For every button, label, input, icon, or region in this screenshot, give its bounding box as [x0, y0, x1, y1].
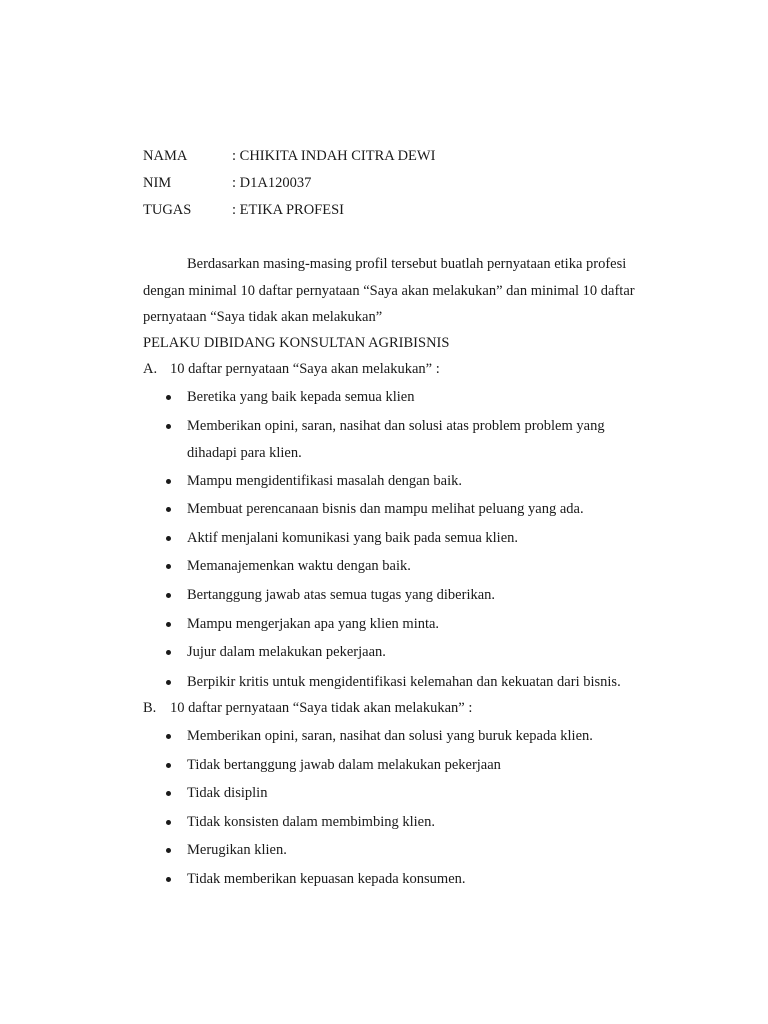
list-item: Memberikan opini, saran, nasihat dan solusi yang buruk kepada klien.	[187, 728, 593, 744]
section-a-title: 10 daftar pernyataan “Saya akan melakukan” :	[170, 361, 440, 377]
section-heading: PELAKU DIBIDANG KONSULTAN AGRIBISNIS	[143, 335, 450, 351]
bullet-icon	[166, 791, 171, 796]
section-b-title: 10 daftar pernyataan “Saya tidak akan melakukan” :	[170, 700, 473, 716]
bullet-icon	[166, 424, 171, 429]
bullet-icon	[166, 395, 171, 400]
section-b-letter: B.	[143, 700, 157, 716]
list-item: Beretika yang baik kepada semua klien	[187, 389, 415, 405]
bullet-icon	[166, 820, 171, 825]
list-item: Aktif menjalani komunikasi yang baik pada semua klien.	[187, 530, 519, 546]
bullet-icon	[166, 564, 171, 569]
intro-line-2: dengan minimal 10 daftar pernyataan “Saya akan melakukan” dan minimal 10 daftar	[143, 283, 635, 299]
bullet-icon	[166, 650, 171, 655]
bullet-icon	[166, 593, 171, 598]
bullet-icon	[166, 622, 171, 627]
list-item: Memanajemenkan waktu dengan baik.	[187, 558, 411, 574]
list-item: Mampu mengidentifikasi masalah dengan baik.	[187, 473, 463, 489]
list-item: Membuat perencanaan bisnis dan mampu melihat peluang yang ada.	[187, 501, 584, 517]
nim-label: NIM	[143, 175, 172, 191]
nim-value: : D1A120037	[232, 175, 312, 191]
tugas-value: : ETIKA PROFESI	[232, 202, 344, 218]
bullet-icon	[166, 479, 171, 484]
bullet-icon	[166, 507, 171, 512]
list-item-continuation: dihadapi para klien.	[187, 445, 302, 461]
bullet-icon	[166, 536, 171, 541]
bullet-icon	[166, 734, 171, 739]
list-item: Bertanggung jawab atas semua tugas yang diberikan.	[187, 587, 496, 603]
intro-line-1: Berdasarkan masing-masing profil tersebut buatlah pernyataan etika profesi	[187, 256, 627, 272]
bullet-icon	[166, 763, 171, 768]
intro-line-3: pernyataan “Saya tidak akan melakukan”	[143, 309, 383, 325]
nama-value: : CHIKITA INDAH CITRA DEWI	[232, 148, 436, 164]
tugas-label: TUGAS	[143, 202, 192, 218]
nama-label: NAMA	[143, 148, 188, 164]
list-item: Tidak konsisten dalam membimbing klien.	[187, 814, 435, 830]
list-item: Tidak bertanggung jawab dalam melakukan pekerjaan	[187, 757, 501, 773]
bullet-icon	[166, 680, 171, 685]
bullet-icon	[166, 848, 171, 853]
list-item: Tidak disiplin	[187, 785, 268, 801]
list-item: Berpikir kritis untuk mengidentifikasi kelemahan dan kekuatan dari bisnis.	[187, 674, 621, 690]
list-item: Tidak memberikan kepuasan kepada konsumen.	[187, 871, 466, 887]
bullet-icon	[166, 877, 171, 882]
section-a-letter: A.	[143, 361, 158, 377]
list-item: Jujur dalam melakukan pekerjaan.	[187, 644, 386, 660]
list-item: Memberikan opini, saran, nasihat dan solusi atas problem problem yang	[187, 418, 605, 434]
list-item: Merugikan klien.	[187, 842, 287, 858]
list-item: Mampu mengerjakan apa yang klien minta.	[187, 616, 440, 632]
